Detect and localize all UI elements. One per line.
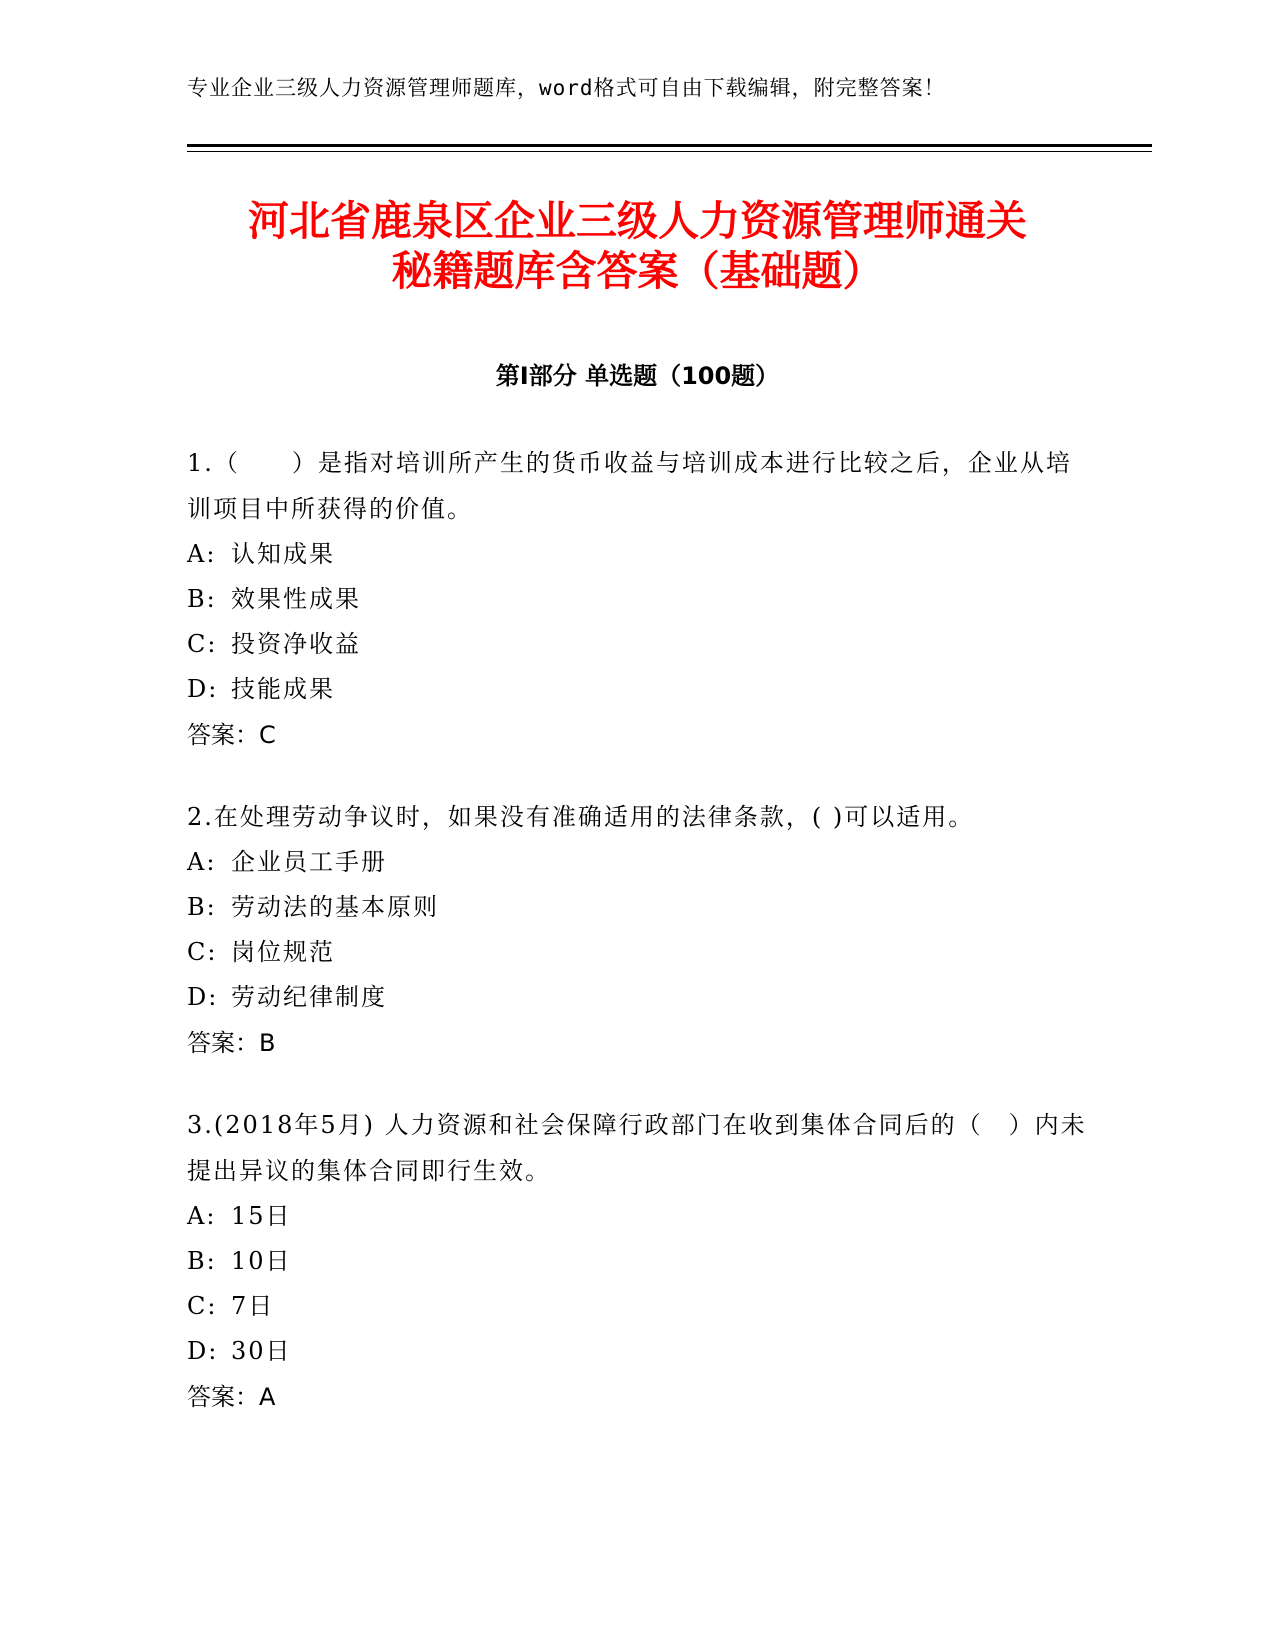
option-text: 企业员工手册 bbox=[231, 848, 387, 876]
question-stem: 2.在处理劳动争议时，如果没有准确适用的法律条款，( )可以适用。 bbox=[187, 803, 975, 831]
option-a bbox=[187, 840, 1087, 885]
option-d bbox=[187, 975, 1087, 1020]
answer-line: 答案：A bbox=[187, 1383, 276, 1411]
option-c bbox=[187, 930, 1087, 975]
answer-line: 答案：B bbox=[187, 1029, 276, 1057]
option-key: C: bbox=[187, 938, 218, 966]
option-key: D: bbox=[187, 983, 219, 1011]
option-text: 30日 bbox=[231, 1337, 292, 1365]
page-header-tagline: 专业企业三级人力资源管理师题库，word格式可自由下载编辑，附完整答案！ bbox=[187, 76, 946, 100]
header-divider-thick bbox=[187, 144, 1152, 147]
title-line-1: 河北省鹿泉区企业三级人力资源管理师通关 bbox=[248, 197, 1027, 245]
option-key: A: bbox=[187, 848, 217, 876]
option-text: 技能成果 bbox=[231, 675, 335, 703]
option-key: D: bbox=[187, 1337, 219, 1365]
option-key: B: bbox=[187, 893, 217, 921]
question-stem: 3.(2018年5月) 人力资源和社会保障行政部门在收到集体合同后的（ ）内未提出异议的集体合同即行生效。 bbox=[187, 1111, 1087, 1185]
option-text: 劳动法的基本原则 bbox=[231, 893, 439, 921]
option-key: D: bbox=[187, 675, 219, 703]
option-key: C: bbox=[187, 1292, 218, 1320]
option-key: A: bbox=[187, 540, 217, 568]
option-b bbox=[187, 577, 1087, 622]
option-c bbox=[187, 622, 1087, 667]
option-text: 10日 bbox=[231, 1247, 292, 1275]
option-d bbox=[187, 1329, 1087, 1374]
option-text: 效果性成果 bbox=[231, 585, 361, 613]
option-c bbox=[187, 1284, 1087, 1329]
option-d bbox=[187, 667, 1087, 712]
question-3 bbox=[187, 1102, 1087, 1420]
option-key: B: bbox=[187, 1247, 217, 1275]
option-text: 投资净收益 bbox=[231, 630, 361, 658]
question-list bbox=[187, 440, 1087, 1456]
option-b bbox=[187, 1239, 1087, 1284]
option-b bbox=[187, 885, 1087, 930]
option-key: C: bbox=[187, 630, 218, 658]
option-a bbox=[187, 532, 1087, 577]
option-key: A: bbox=[187, 1202, 217, 1230]
header-divider-thin bbox=[187, 151, 1152, 152]
section-heading: 第Ⅰ部分 单选题（100题） bbox=[495, 362, 780, 390]
document-title bbox=[150, 196, 1125, 296]
question-1 bbox=[187, 440, 1087, 758]
title-line-2: 秘籍题库含答案（基础题） bbox=[391, 247, 884, 295]
option-a bbox=[187, 1194, 1087, 1239]
option-text: 岗位规范 bbox=[231, 938, 335, 966]
option-key: B: bbox=[187, 585, 217, 613]
option-text: 7日 bbox=[231, 1292, 275, 1320]
question-stem: 1.（ ）是指对培训所产生的货币收益与培训成本进行比较之后，企业从培训项目中所获得的价值。 bbox=[187, 449, 1072, 523]
option-text: 认知成果 bbox=[231, 540, 335, 568]
question-2 bbox=[187, 794, 1087, 1066]
answer-line: 答案：C bbox=[187, 721, 276, 749]
option-text: 15日 bbox=[231, 1202, 292, 1230]
option-text: 劳动纪律制度 bbox=[231, 983, 387, 1011]
